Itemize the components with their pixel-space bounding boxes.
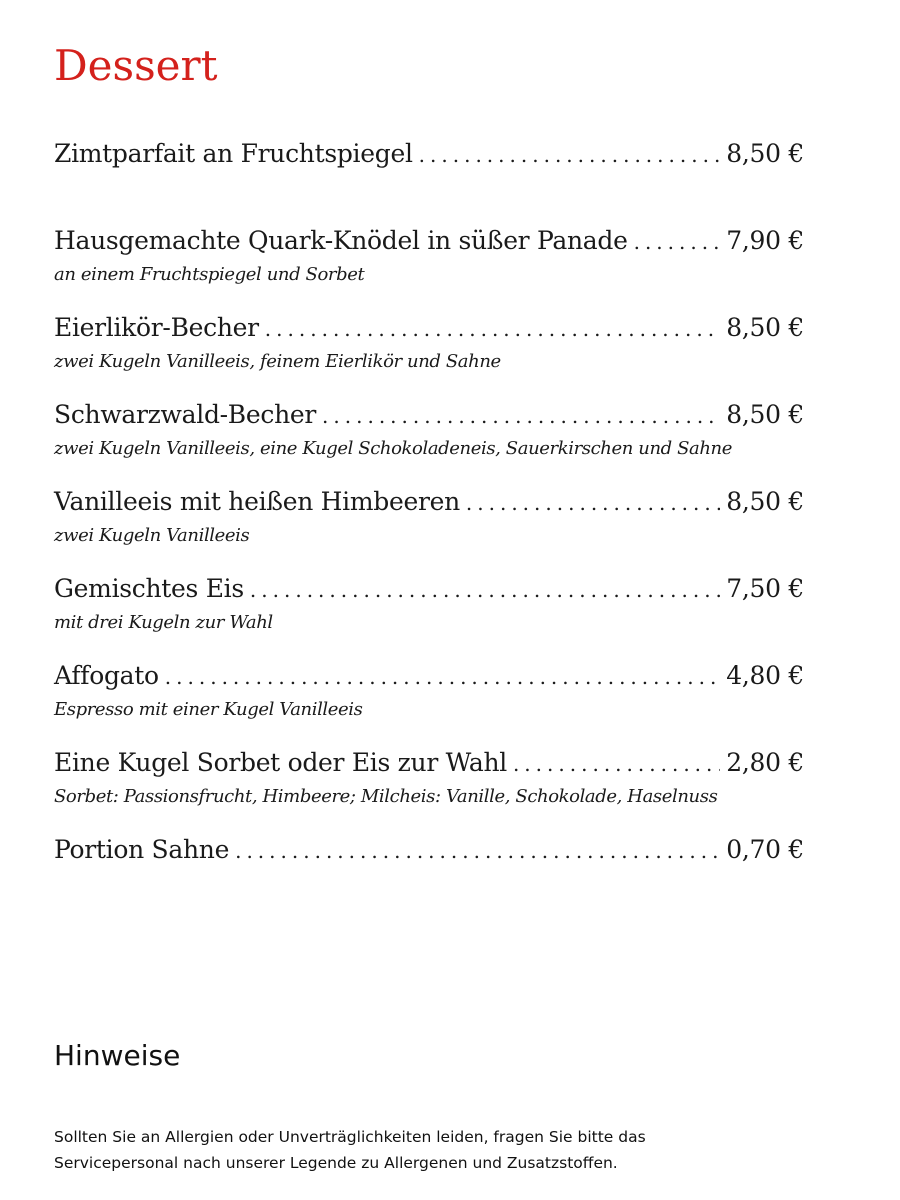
menu-item [54,741,804,828]
menu-item [54,654,804,741]
menu-item-price: 8,50 € [726,313,804,342]
menu-item-price: 7,90 € [726,226,804,255]
menu-item [54,306,804,393]
menu-item-description: zwei Kugeln Vanilleeis, eine Kugel Schokoladeneis, Sauerkirschen und Sahne [54,438,732,459]
notes-text: Sollten Sie an Allergien oder Unverträglichkeiten leiden, fragen Sie bitte das Servicepersonal nach unserer Legende zu Allergenen und Zusatzstoffen. [54,1128,646,1172]
menu-item-price: 4,80 € [726,661,804,690]
menu-item-description: mit drei Kugeln zur Wahl [54,612,273,633]
menu-item-name: Eine Kugel Sorbet oder Eis zur Wahl [54,748,507,777]
menu-item-price: 7,50 € [726,574,804,603]
menu-item-description: zwei Kugeln Vanilleeis, feinem Eierlikör und Sahne [54,351,501,372]
menu-item-description: zwei Kugeln Vanilleeis [54,525,250,546]
dot-leader [322,394,720,438]
menu-item-line [54,306,804,350]
menu-item-price: 8,50 € [726,139,804,168]
menu-item-name: Eierlikör-Becher [54,313,259,342]
dot-leader [235,829,720,873]
notes-heading: Hinweise [54,1039,181,1072]
menu-item-price: 0,70 € [726,835,804,864]
dot-leader [466,481,720,525]
menu-item-description: Espresso mit einer Kugel Vanilleeis [54,699,363,720]
menu-item-description: an einem Fruchtspiegel und Sorbet [54,264,365,285]
menu-item [54,480,804,567]
menu-item-line [54,393,804,437]
menu-item-line [54,654,804,698]
menu-item-name: Portion Sahne [54,835,230,864]
menu-item-name: Vanilleeis mit heißen Himbeeren [54,487,460,516]
menu-item-line [54,132,804,176]
dot-leader [265,307,720,351]
dessert-list [54,132,804,915]
menu-item [54,567,804,654]
menu-item-price: 2,80 € [726,748,804,777]
menu-item-price: 8,50 € [726,487,804,516]
menu-item-name: Hausgemachte Quark-Knödel in süßer Panade [54,226,628,255]
menu-item-line [54,219,804,263]
menu-item [54,219,804,306]
menu-item-line [54,567,804,611]
menu-item-name: Schwarzwald-Becher [54,400,317,429]
menu-item-line [54,741,804,785]
menu-item [54,132,804,219]
menu-item-description: Sorbet: Passionsfrucht, Himbeere; Milcheis: Vanille, Schokolade, Haselnuss [54,786,718,807]
dot-leader [634,220,721,264]
dot-leader [165,655,721,699]
dot-leader [250,568,720,612]
menu-item-line [54,480,804,524]
dot-leader [419,133,721,177]
menu-item [54,828,804,915]
menu-item [54,393,804,480]
menu-item-name: Zimtparfait an Fruchtspiegel [54,139,413,168]
menu-item-price: 8,50 € [726,400,804,429]
dot-leader [513,742,720,786]
page-title: Dessert [54,41,218,90]
menu-item-name: Affogato [54,661,159,690]
menu-item-line [54,828,804,872]
menu-item-name: Gemischtes Eis [54,574,244,603]
